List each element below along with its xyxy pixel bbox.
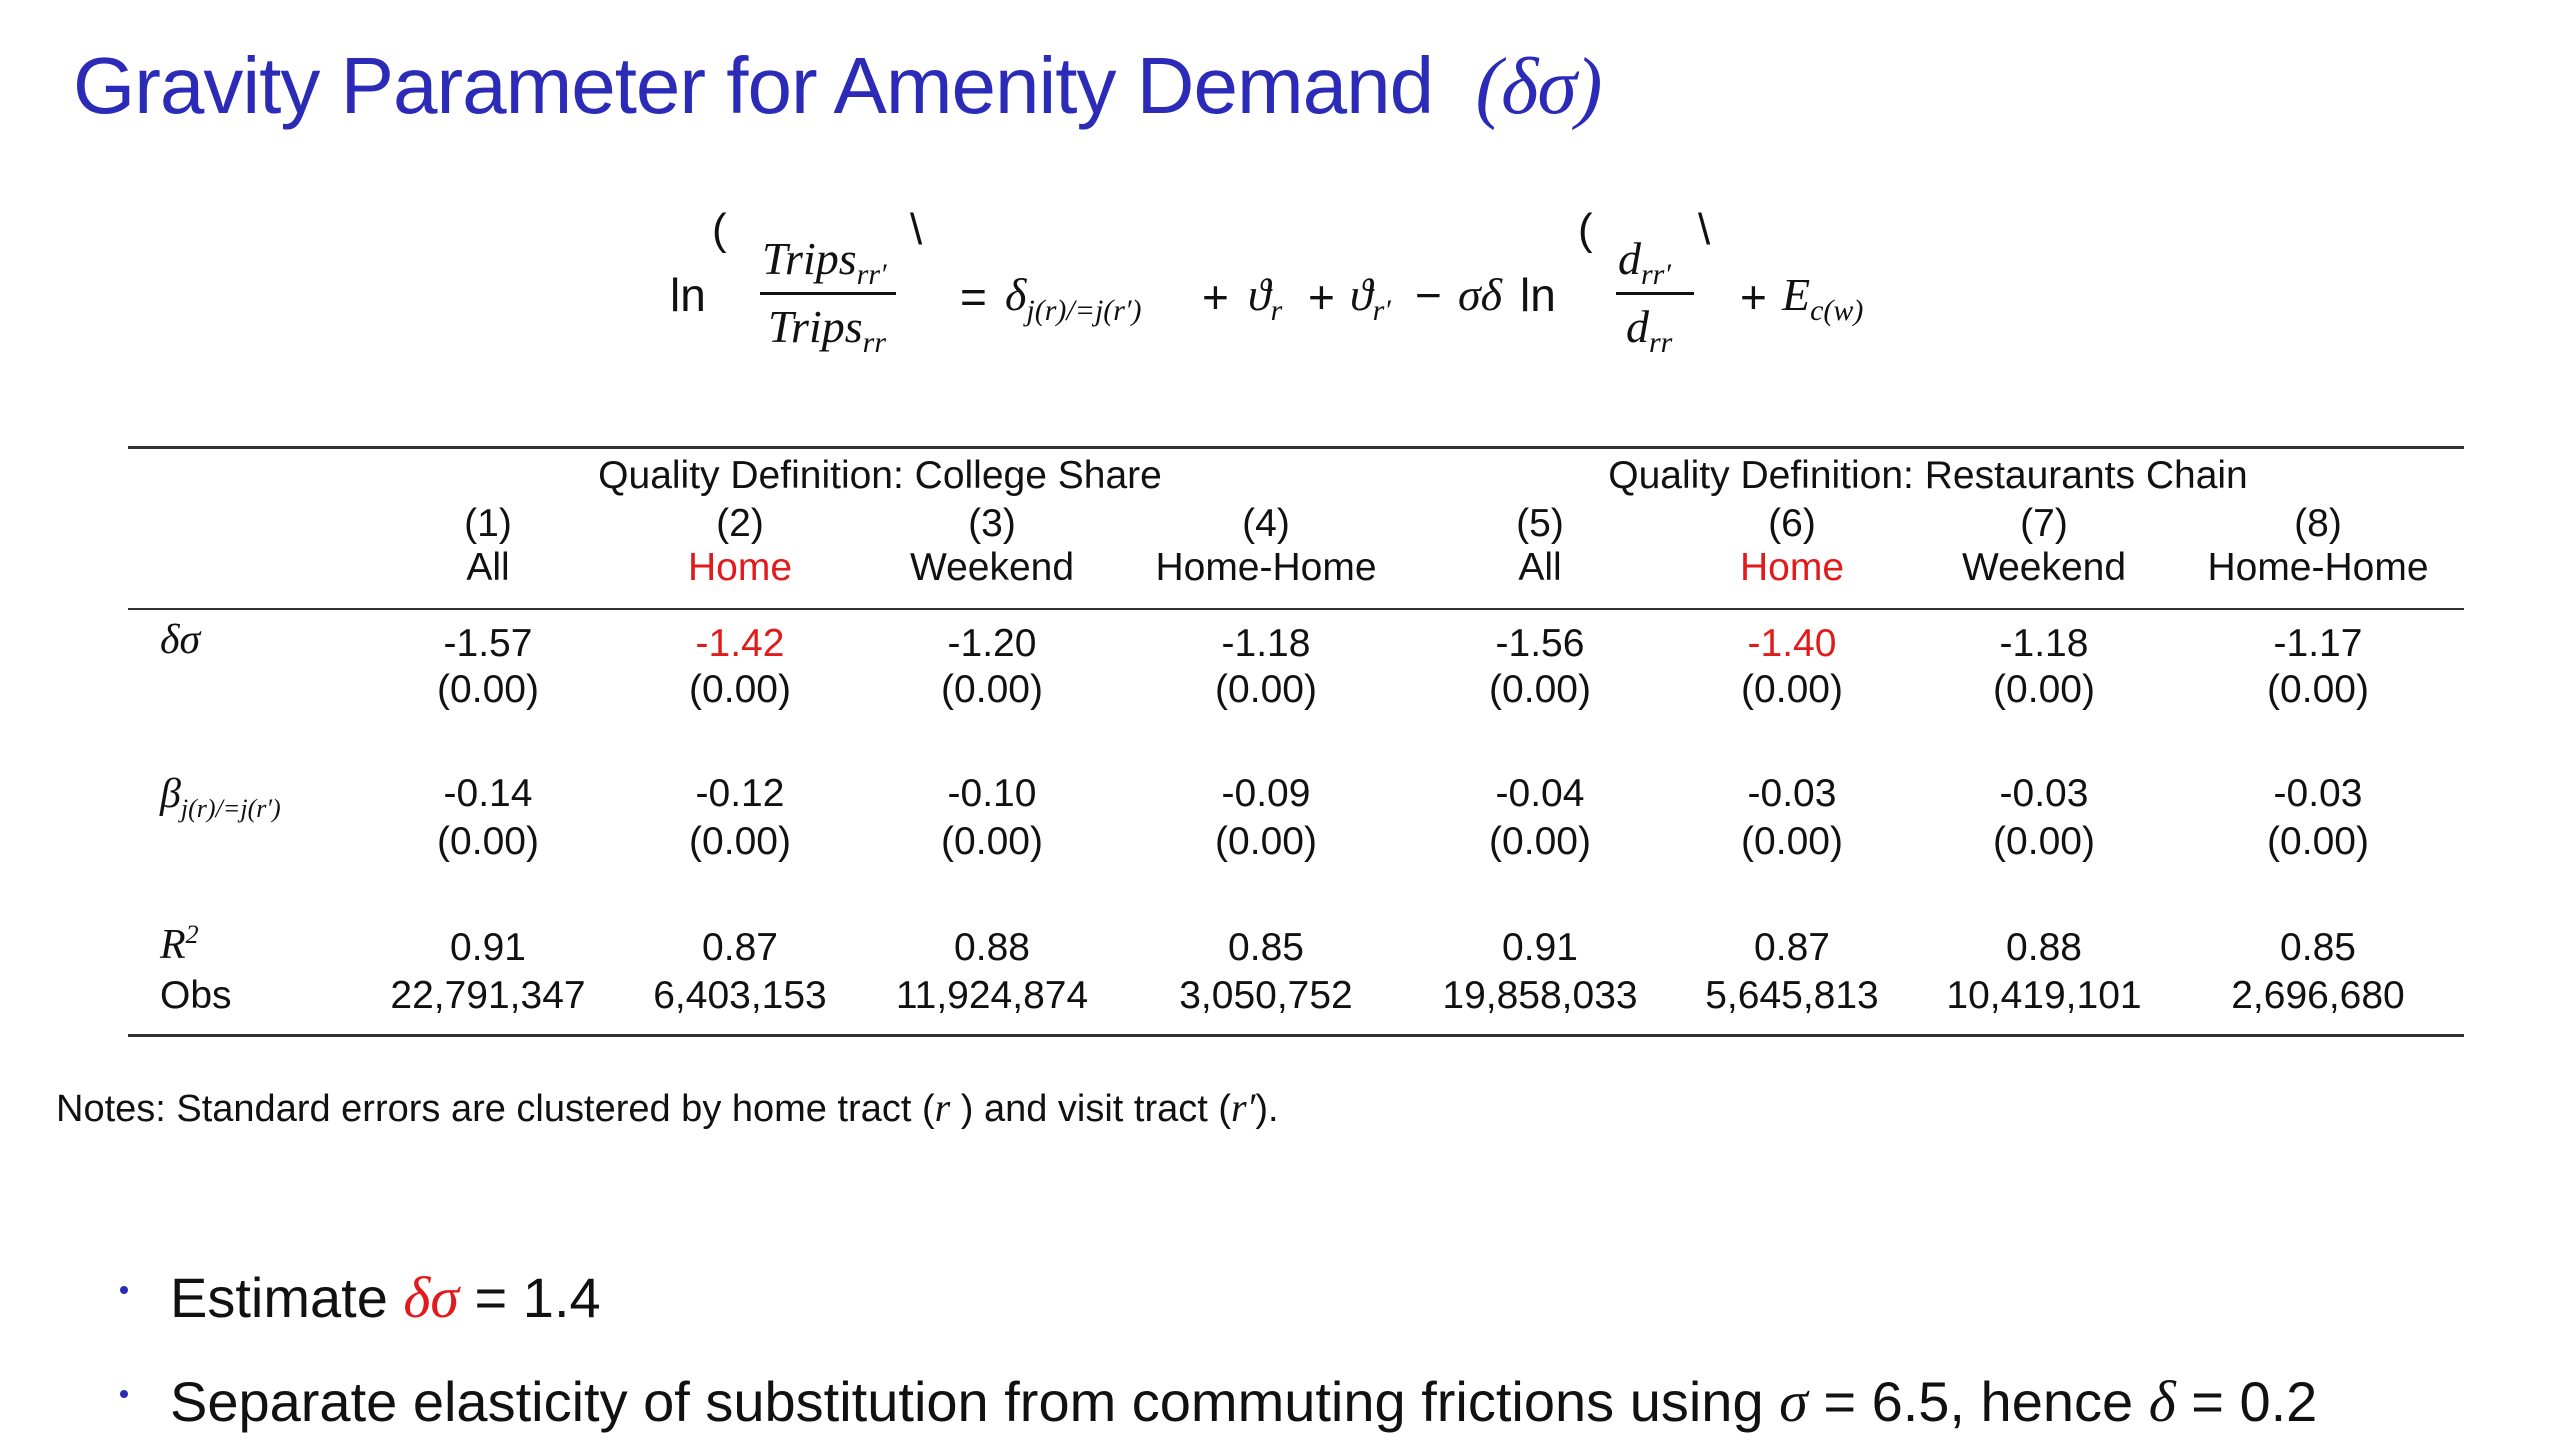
paren-close-1: \ xyxy=(910,205,923,254)
bullet-2-sigma: σ xyxy=(1779,1369,1808,1434)
obs-value-5: 19,858,033 xyxy=(1442,974,1638,1017)
obs-value-8: 2,696,680 xyxy=(2231,974,2405,1017)
notes-middle: ) and visit tract ( xyxy=(960,1088,1232,1130)
col-label-3: Weekend xyxy=(909,546,1075,589)
paren-open-1: ( xyxy=(712,205,727,254)
beta-value-6: -0.03 xyxy=(1747,772,1837,815)
bullet-1-text: Estimate xyxy=(170,1266,404,1329)
delta-sigma-se-8: (0.00) xyxy=(2267,668,2369,711)
eq-denominator-2: $d_{rr}$ xyxy=(1626,301,1673,359)
col-number-1: (1) xyxy=(464,502,512,545)
r2-value-3: 0.88 xyxy=(954,926,1030,969)
group-header-restaurants: Quality Definition: Restaurants Chain xyxy=(1608,454,2248,497)
beta-se-5: (0.00) xyxy=(1489,820,1591,863)
beta-value-7: -0.03 xyxy=(1999,772,2089,815)
col-label-1: All xyxy=(466,546,510,589)
eq-numerator-1: Trips$_{rr'}$ xyxy=(762,233,887,291)
delta-sigma-value-8: -1.17 xyxy=(2273,622,2363,665)
col-number-3: (3) xyxy=(968,502,1016,545)
notes-r: r xyxy=(934,1085,951,1130)
col-label-2: Home xyxy=(687,546,793,589)
bullet-dot xyxy=(120,1286,128,1294)
delta-sigma-value-2: -1.42 xyxy=(695,622,785,665)
eq-theta-r: $ϑ_r$ xyxy=(1248,269,1283,327)
eq-delta: $\delta_{j(r)/=j(r')}$ xyxy=(1005,269,1142,327)
eq-numerator-2: $d_{rr'}$ xyxy=(1618,233,1671,291)
delta-sigma-se-6: (0.00) xyxy=(1741,668,1843,711)
row-label-r2: $R^2$ xyxy=(160,920,199,968)
row-label-obs: Obs xyxy=(160,974,232,1017)
obs-value-7: 10,419,101 xyxy=(1946,974,2142,1017)
delta-sigma-se-5: (0.00) xyxy=(1489,668,1591,711)
beta-se-3: (0.00) xyxy=(941,820,1043,863)
bullet-1-symbol: δσ xyxy=(403,1265,459,1330)
beta-se-2: (0.00) xyxy=(689,820,791,863)
delta-sigma-value-7: -1.18 xyxy=(1999,622,2089,665)
delta-sigma-se-3: (0.00) xyxy=(941,668,1043,711)
obs-value-3: 11,924,874 xyxy=(895,974,1089,1017)
bullet-2-end: = 0.2 xyxy=(2175,1370,2318,1433)
delta-sigma-value-5: -1.56 xyxy=(1495,622,1585,665)
eq-equals: = xyxy=(960,271,987,323)
col-label-4: Home-Home xyxy=(1155,546,1377,589)
eq-minus: − xyxy=(1415,269,1442,321)
delta-sigma-se-7: (0.00) xyxy=(1993,668,2095,711)
r2-value-1: 0.91 xyxy=(450,926,526,969)
paren-open-2: ( xyxy=(1578,205,1593,254)
r2-value-2: 0.87 xyxy=(702,926,778,969)
obs-value-1: 22,791,347 xyxy=(390,974,586,1017)
delta-sigma-value-4: -1.18 xyxy=(1221,622,1311,665)
col-number-6: (6) xyxy=(1768,502,1816,545)
col-label-5: All xyxy=(1518,546,1562,589)
col-label-6: Home xyxy=(1739,546,1845,589)
bullet-dot xyxy=(120,1390,128,1398)
row-label-delta-sigma: δσ xyxy=(160,617,201,663)
paren-close-2: \ xyxy=(1698,205,1711,254)
eq-plus-1: + xyxy=(1202,271,1229,323)
obs-value-4: 3,050,752 xyxy=(1179,974,1353,1017)
eq-plus-3: + xyxy=(1740,271,1767,323)
eq-ln-2: ln xyxy=(1520,269,1556,321)
eq-denominator-1: Trips$_{rr}$ xyxy=(768,301,886,359)
eq-theta-rp: $ϑ_{r'}$ xyxy=(1350,269,1391,327)
beta-se-1: (0.00) xyxy=(437,820,539,863)
title-text: Gravity Parameter for Amenity Demand xyxy=(73,41,1434,130)
beta-value-2: -0.12 xyxy=(695,772,785,815)
col-number-7: (7) xyxy=(2020,502,2068,545)
obs-value-2: 6,403,153 xyxy=(653,974,827,1017)
r2-value-8: 0.85 xyxy=(2280,926,2356,969)
bullet-1-rest: = 1.4 xyxy=(458,1266,601,1329)
beta-value-4: -0.09 xyxy=(1221,772,1311,815)
delta-sigma-se-2: (0.00) xyxy=(689,668,791,711)
r2-value-5: 0.91 xyxy=(1502,926,1578,969)
title-symbol: (δσ) xyxy=(1475,43,1602,131)
beta-se-6: (0.00) xyxy=(1741,820,1843,863)
delta-sigma-se-4: (0.00) xyxy=(1215,668,1317,711)
beta-se-7: (0.00) xyxy=(1993,820,2095,863)
col-number-4: (4) xyxy=(1242,502,1290,545)
table-notes xyxy=(56,1084,1279,1131)
beta-value-5: -0.04 xyxy=(1495,772,1585,815)
bullet-2-mid: = 6.5, hence xyxy=(1807,1370,2149,1433)
notes-rp: r′ xyxy=(1231,1085,1256,1130)
bullet-2-delta: δ xyxy=(2148,1369,2176,1434)
r2-value-7: 0.88 xyxy=(2006,926,2082,969)
eq-error: $E_{c(w)}$ xyxy=(1782,269,1864,327)
delta-sigma-value-3: -1.20 xyxy=(947,622,1037,665)
eq-ln-1: ln xyxy=(670,269,706,321)
eq-sigma-delta: σδ xyxy=(1458,269,1503,320)
beta-se-4: (0.00) xyxy=(1215,820,1317,863)
eq-plus-2: + xyxy=(1308,271,1335,323)
beta-value-3: -0.10 xyxy=(947,772,1037,815)
notes-prefix: Notes: Standard errors are clustered by home tract ( xyxy=(56,1088,935,1130)
r2-value-6: 0.87 xyxy=(1754,926,1830,969)
bullet-2-text: Separate elasticity of substitution from commuting frictions using xyxy=(170,1370,1780,1433)
col-label-8: Home-Home xyxy=(2207,546,2429,589)
delta-sigma-se-1: (0.00) xyxy=(437,668,539,711)
delta-sigma-value-1: -1.57 xyxy=(443,622,533,665)
col-number-8: (8) xyxy=(2294,502,2342,545)
beta-value-8: -0.03 xyxy=(2273,772,2363,815)
beta-se-8: (0.00) xyxy=(2267,820,2369,863)
row-label-beta: $\beta_{j(r)/=j(r')}$ xyxy=(160,771,281,823)
notes-suffix: ). xyxy=(1255,1088,1279,1130)
col-label-7: Weekend xyxy=(1961,546,2127,589)
beta-value-1: -0.14 xyxy=(443,772,533,815)
group-header-college: Quality Definition: College Share xyxy=(598,454,1162,497)
delta-sigma-value-6: -1.40 xyxy=(1747,622,1837,665)
r2-value-4: 0.85 xyxy=(1228,926,1304,969)
col-number-5: (5) xyxy=(1516,502,1564,545)
obs-value-6: 5,645,813 xyxy=(1705,974,1879,1017)
col-number-2: (2) xyxy=(716,502,764,545)
